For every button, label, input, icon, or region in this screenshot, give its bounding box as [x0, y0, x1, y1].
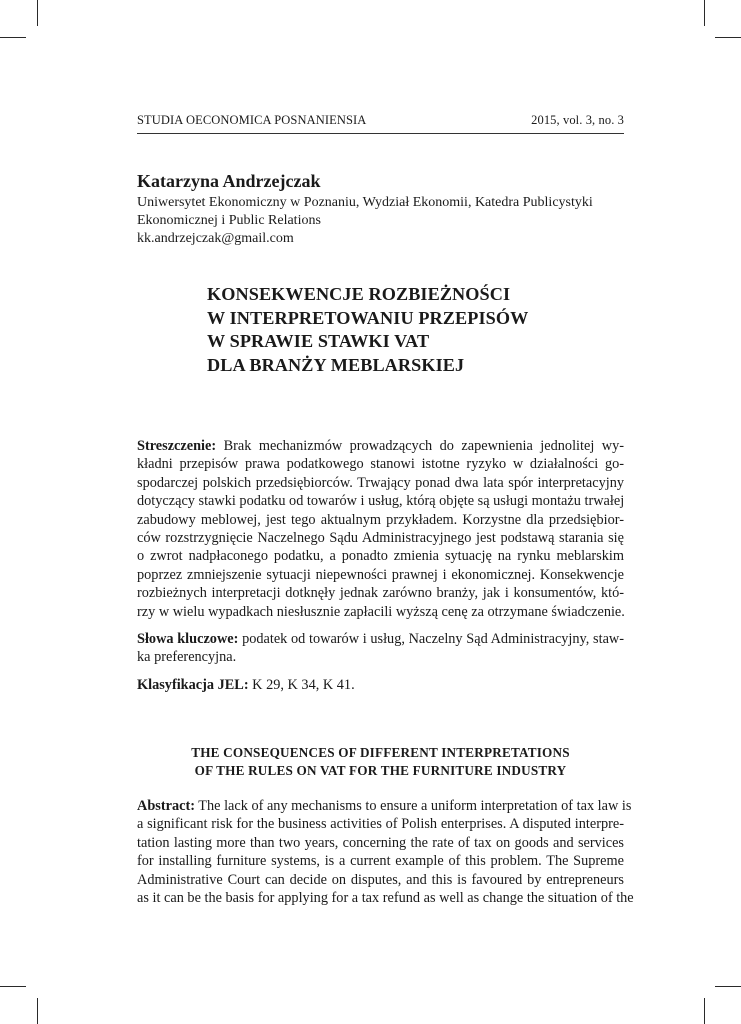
abstract-line: poprzez zmniejszenie sytuacji niepewności prawnej i ekonomicznej. Konsekwencje — [137, 566, 624, 583]
title-line: W SPRAWIE STAWKI VAT — [207, 331, 430, 351]
english-abstract-line: tation lasting more than two years, concerning the rate of tax on goods and services — [137, 834, 624, 851]
english-abstract-line: a significant risk for the business activities of Polish enterprises. A disputed interpre- — [137, 816, 624, 833]
header-rule — [137, 133, 624, 134]
english-title-line: THE CONSEQUENCES OF DIFFERENT INTERPRETATIONS — [191, 745, 570, 760]
crop-mark — [37, 0, 38, 26]
abstract-line: dotyczący stawki podatku od towarów i usług, którą objęte są usługi montażu trwałej — [137, 493, 625, 510]
english-abstract — [137, 797, 634, 907]
author-affiliation — [137, 194, 624, 248]
keywords-line: ka preferencyjna. — [137, 649, 237, 666]
abstract-line: o zwrot nadpłaconego podatku, a ponadto zmienia sytuację na rynku meblarskim — [137, 548, 624, 565]
english-title — [137, 744, 624, 780]
polish-abstract — [137, 437, 624, 621]
paper-title — [207, 283, 627, 377]
keywords-label: Słowa kluczowe: — [137, 631, 239, 647]
title-line: W INTERPRETOWANIU PRZEPISÓW — [207, 307, 529, 328]
english-title-line: OF THE RULES ON VAT FOR THE FURNITURE INDUSTRY — [194, 763, 567, 778]
affiliation-line: Ekonomicznej i Public Relations — [137, 213, 321, 228]
journal-name: STUDIA OECONOMICA POSNANIENSIA — [137, 113, 367, 127]
title-line: DLA BRANŻY MEBLARSKIEJ — [207, 354, 465, 375]
keywords — [137, 630, 624, 667]
jel-codes: K 29, K 34, K 41. — [248, 677, 355, 693]
abstract-line: rzy w wielu wypadkach niesłusznie zapłacili wyższą cenę za otrzymane świadczenie. — [137, 603, 625, 620]
abstract-line: Brak mechanizmów prowadzących do zapewnienia jednolitej wy- — [216, 438, 624, 454]
crop-mark — [704, 998, 705, 1024]
title-line: KONSEKWENCJE ROZBIEŻNOŚCI — [207, 284, 511, 304]
jel-classification — [137, 676, 624, 694]
crop-mark — [0, 986, 26, 987]
english-abstract-line: Administrative Court can decide on disputes, and this is favoured by entrepreneurs — [137, 871, 624, 888]
crop-mark — [715, 986, 741, 987]
crop-mark — [715, 37, 741, 38]
english-abstract-label: Abstract: — [137, 798, 195, 814]
author-email: kk.andrzejczak@gmail.com — [137, 231, 294, 246]
crop-mark — [37, 998, 38, 1024]
english-abstract-line: for installing furniture systems, is a current example of this problem. The Supreme — [137, 853, 624, 870]
crop-mark — [704, 0, 705, 26]
abstract-line: kładni przepisów prawa podatkowego stanowi istotne ryzyko w działalności go- — [137, 456, 624, 473]
abstract-line: zabudowy meblowej, jest tego aktualnym przykładem. Korzystne dla przedsiębior- — [137, 511, 624, 528]
running-header — [137, 113, 624, 128]
english-abstract-line: as it can be the basis for applying for a tax refund as well as change the situation of the — [137, 889, 634, 906]
keywords-line: podatek od towarów i usług, Naczelny Sąd Administracyjny, staw- — [238, 631, 625, 647]
abstract-label: Streszczenie: — [137, 438, 217, 454]
issue-info: 2015, vol. 3, no. 3 — [531, 113, 624, 127]
author-name: Katarzyna Andrzejczak — [137, 171, 321, 191]
abstract-line: spodarczej polskich przedsiębiorców. Trwający ponad dwa lata spór interpretacyjny — [137, 474, 624, 491]
english-abstract-line: The lack of any mechanisms to ensure a uniform interpretation of tax law is — [194, 798, 632, 814]
abstract-line: ców rozstrzygnięcie Naczelnego Sądu Administracyjnego jest podstawą starania się — [137, 529, 624, 546]
crop-mark — [0, 37, 26, 38]
jel-label: Klasyfikacja JEL: — [137, 677, 249, 693]
abstract-line: rozbieżnych interpretacji dotknęły jednak zarówno branży, jak i konsumentów, któ- — [137, 585, 624, 602]
affiliation-line: Uniwersytet Ekonomiczny w Poznaniu, Wydział Ekonomii, Katedra Publicystyki — [137, 195, 593, 210]
